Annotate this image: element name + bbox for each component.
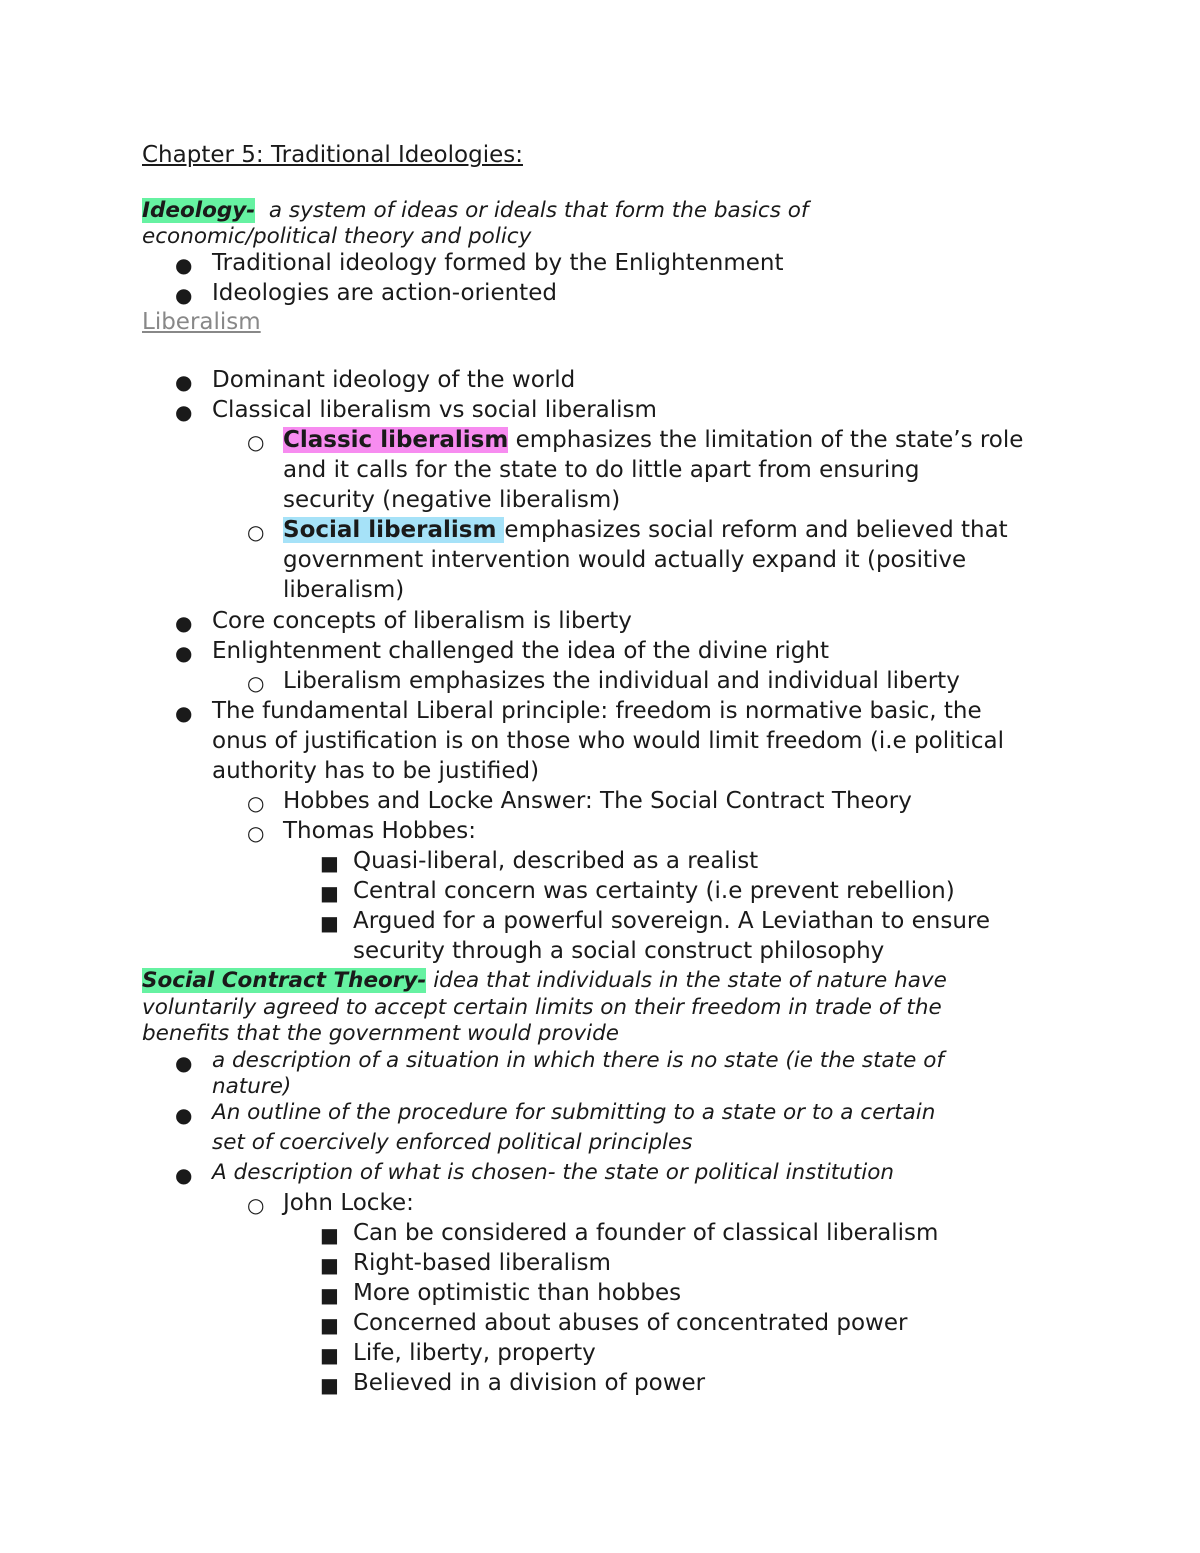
list-item-continued: onus of justification is on those who would limit freedom (i.e political (212, 728, 1005, 754)
square-bullet-icon: ■ (320, 1313, 339, 1337)
list-item: Dominant ideology of the world (212, 367, 576, 393)
social-liberalism-line3: liberalism) (283, 577, 405, 603)
list-item: Central concern was certainty (i.e prevent rebellion) (353, 878, 955, 904)
square-bullet-icon: ■ (320, 851, 339, 875)
list-item: Thomas Hobbes: (283, 818, 476, 844)
bullet-icon: ● (175, 701, 193, 725)
classic-liberalism-line1 (283, 425, 1023, 455)
square-bullet-icon: ■ (320, 1223, 339, 1247)
list-item: Can be considered a founder of classical liberalism (353, 1220, 939, 1246)
circle-bullet-icon: ○ (247, 1193, 265, 1217)
bullet-icon: ● (175, 1163, 193, 1187)
list-item: Believed in a division of power (353, 1370, 706, 1396)
bullet-icon: ● (175, 253, 193, 277)
square-bullet-icon: ■ (320, 1283, 339, 1307)
circle-bullet-icon: ○ (247, 671, 265, 695)
bullet-icon: ● (175, 611, 193, 635)
ideology-def-text: a system of ideas or ideals that form the basics of (255, 198, 809, 223)
circle-bullet-icon: ○ (247, 821, 265, 845)
square-bullet-icon: ■ (320, 911, 339, 935)
square-bullet-icon: ■ (320, 1253, 339, 1277)
bullet-icon: ● (175, 400, 193, 424)
list-item: Classical liberalism vs social liberalism (212, 397, 657, 423)
list-item: Ideologies are action-oriented (212, 280, 557, 306)
bullet-icon: ● (175, 1103, 193, 1127)
list-item: John Locke: (283, 1190, 414, 1216)
page-title: Chapter 5: Traditional Ideologies: (142, 142, 523, 168)
list-item: Core concepts of liberalism is liberty (212, 608, 632, 634)
classic-liberalism-line3: security (negative liberalism) (283, 487, 621, 513)
list-item: An outline of the procedure for submitting to a state or to a certain (212, 1100, 936, 1125)
sct-def-text: idea that individuals in the state of nature have (426, 968, 947, 993)
circle-bullet-icon: ○ (247, 430, 265, 454)
bullet-icon: ● (175, 641, 193, 665)
sct-definition-line3: benefits that the government would provide (142, 1021, 620, 1046)
ideology-definition-line1 (142, 198, 808, 224)
list-item: More optimistic than hobbes (353, 1280, 682, 1306)
sct-term: Social Contract Theory- (142, 968, 427, 993)
sct-definition-line2: voluntarily agreed to accept certain limits on their freedom in trade of the (142, 995, 942, 1020)
bullet-icon: ● (175, 1051, 193, 1075)
list-item: Traditional ideology formed by the Enlightenment (212, 250, 784, 276)
list-item: Concerned about abuses of concentrated power (353, 1310, 908, 1336)
sct-definition-line1 (142, 968, 947, 994)
list-item: Life, liberty, property (353, 1340, 596, 1366)
classic-liberalism-term: Classic liberalism (283, 427, 509, 453)
square-bullet-icon: ■ (320, 881, 339, 905)
social-liberalism-text: emphasizes social reform and believed that (504, 517, 1008, 543)
list-item-continued: nature) (212, 1074, 292, 1099)
circle-bullet-icon: ○ (247, 520, 265, 544)
list-item: Argued for a powerful sovereign. A Leviathan to ensure (353, 908, 991, 934)
square-bullet-icon: ■ (320, 1343, 339, 1367)
square-bullet-icon: ■ (320, 1373, 339, 1397)
list-item-continued: set of coercively enforced political principles (212, 1130, 693, 1155)
list-item-continued: security through a social construct philosophy (353, 938, 885, 964)
classic-liberalism-text: emphasizes the limitation of the state’s role (508, 427, 1024, 453)
social-liberalism-term: Social liberalism (283, 517, 505, 543)
list-item: The fundamental Liberal principle: freedom is normative basic, the (212, 698, 982, 724)
social-liberalism-line2: government intervention would actually expand it (positive (283, 547, 967, 573)
list-item: Liberalism emphasizes the individual and individual liberty (283, 668, 960, 694)
circle-bullet-icon: ○ (247, 791, 265, 815)
list-item: Right-based liberalism (353, 1250, 611, 1276)
list-item: Quasi-liberal, described as a realist (353, 848, 759, 874)
social-liberalism-line1 (283, 515, 1008, 545)
bullet-icon: ● (175, 283, 193, 307)
ideology-definition-line2: economic/political theory and policy (142, 224, 532, 249)
list-item: Hobbes and Locke Answer: The Social Contract Theory (283, 788, 912, 814)
ideology-term: Ideology- (142, 198, 256, 223)
liberalism-heading[interactable]: Liberalism (142, 309, 261, 335)
list-item: a description of a situation in which there is no state (ie the state of (212, 1048, 944, 1073)
list-item: Enlightenment challenged the idea of the divine right (212, 638, 829, 664)
classic-liberalism-line2: and it calls for the state to do little apart from ensuring (283, 457, 920, 483)
list-item: A description of what is chosen- the state or political institution (212, 1160, 895, 1185)
bullet-icon: ● (175, 370, 193, 394)
list-item-continued: authority has to be justified) (212, 758, 540, 784)
